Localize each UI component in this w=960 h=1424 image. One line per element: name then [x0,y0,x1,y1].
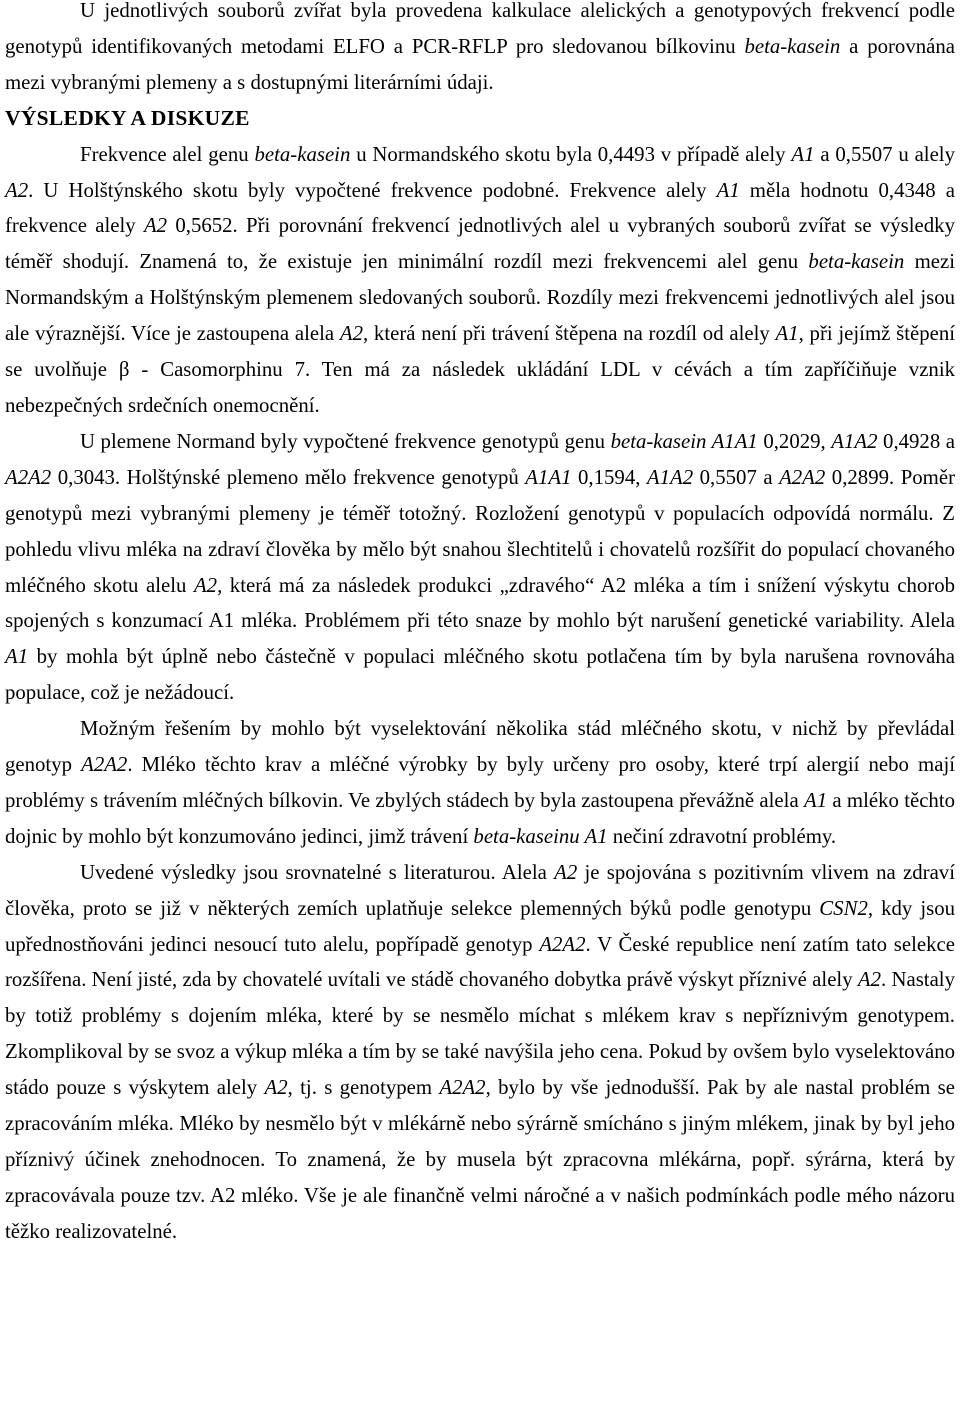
text-run: , při jejímž štěpení se uvolňuje β - Casomorphinu 7. Ten má za následek ukládání LDL v cévách a tím zapříčiňuje vznik nebezpečných srdečních onemocnění. [5,322,956,417]
text-run: , která má za následek produkci „zdravého“ A2 mléka a tím i snížení výskytu chorob spojených s konzumací A1 mléka. Problémem při této snaze by mohlo být narušení genetické variability. Alela [5,573,955,633]
italic-term: A2A2 [539,932,586,956]
text-run: 0,1594, [571,465,647,489]
text-run: . U Holštýnského skotu byly vypočtené frekvence podobné. Frekvence alely [28,178,717,202]
italic-term: A1 [5,645,29,669]
italic-term: beta-kasein [254,142,351,166]
text-run: U jednotlivých souborů zvířat byla provedena kalkulace alelických a genotypových frekvencí podle genotypů identifikovaných metodami ELFO a PCR-RFLP pro sledovanou bílkovinu [5,0,955,58]
italic-term: beta-kasein [808,250,905,274]
italic-term: A2A2 [5,465,52,489]
italic-term: beta-kasein [744,34,841,58]
italic-term: A1A1 [525,465,572,489]
text-run: Uvedené výsledky jsou srovnatelné s literaturou. Alela [80,860,555,884]
italic-term: A2 [554,860,578,884]
text-run: je spojována s pozitivním vlivem na zdraví člověka, proto se již v některých zemích uplatňuje selekce plemenných býků podle genotypu [5,860,955,920]
paragraph-selection-solution [5,711,955,855]
italic-term: CSN2 [819,896,868,920]
text-run: 0,2029, [757,429,832,453]
italic-term: beta-kasein A1A1 [610,429,758,453]
paragraph-literature-comparison [5,855,955,1250]
italic-term: beta-kaseinu A1 [473,824,608,848]
text-run: u Normandského skotu byla 0,4493 v případě alely [350,142,792,166]
text-run: , která není při trávení štěpena na rozdíl od alely [362,322,776,346]
italic-term: A1A2 [646,465,694,489]
text-run: U plemene Normand byly vypočtené frekvence genotypů genu [80,429,611,453]
text-run: , tj. s genotypem [287,1076,440,1100]
italic-term: A2 [143,214,168,238]
text-run: nečiní zdravotní problémy. [607,824,837,848]
text-run: 0,4928 a [877,429,956,453]
text-run: Možným řešením by mohlo být vyselektování několika stád mléčného skotu, v nichž by převládal genotyp [5,717,955,777]
section-heading: VÝSLEDKY A DISKUZE [5,105,250,130]
italic-term: A2 [193,573,218,597]
text-run: 0,5507 a [693,465,780,489]
italic-term: A2 [264,1076,288,1100]
italic-term: A2A2 [81,753,128,777]
text-run: mezi Normandským a Holštýnským plemenem sledovaných souborů. Rozdíly mezi frekvencemi jednotlivých alel jsou ale výraznější. Více je zastoupena alela [5,250,955,346]
text-run: a mléko těchto dojnic by mohlo být konzumováno jedinci, jimž trávení [5,788,956,848]
italic-term: A2 [5,178,29,202]
text-run: a 0,5507 u alely [814,142,955,166]
paragraph-allele-frequencies [5,137,955,424]
text-run: by mohla být úplně nebo částečně v populaci mléčného skotu potlačena tím by byla narušena rovnováha populace, což je nežádoucí. [5,645,955,705]
text-run: 0,5652. Při porovnání frekvencí jednotlivých alel u vybraných souborů zvířat se výsledky téměř shodují. Znamená to, že existuje jen minimální rozdíl mezi frekvencemi alel genu [5,214,955,274]
italic-term: A1A2 [831,429,878,453]
text-run: měla hodnotu 0,4348 a frekvence alely [5,178,955,238]
italic-term: A1 [716,178,740,202]
italic-term: A1 [791,142,815,166]
text-run: 0,2899. Poměr genotypů mezi vybranými plemeny je téměř totožný. Rozložení genotypů v populacích odpovídá normálu. Z pohledu vlivu mléka na zdraví člověka by mělo být snahou šlechtitelů i chovatelů rozšířit do populací chovaného mléčného skotu alelu [5,465,955,597]
text-run: . Mléko těchto krav a mléčné výrobky by byly určeny pro osoby, které trpí alergií nebo mají problémy s trávením mléčných bílkovin. Ve zbylých stádech by byla zastoupena převážně alela [5,753,955,812]
italic-term: A1 [803,788,828,812]
italic-term: A1 [775,322,799,346]
text-run: , bylo by vše jednodušší. Pak by ale nastal problém se zpracováním mléka. Mléko by nesmělo být v mlékárně nebo sýrárně smícháno s jiným mlékem, jinak by byl jeho příznivý účinek znehodnocen. To znamená, že by musela být zpracovna mlékárna, popř. sýrárna, která by zpracovávala pouze tzv. A2 mléko. Vše je ale finančně velmi náročné a v našich podmínkách podle mého názoru těžko realizovatelné. [5,1076,955,1243]
italic-term: A2A2 [439,1076,486,1100]
paragraph-genotype-frequencies [5,424,955,711]
text-run: . V České republice není zatím tato selekce rozšířena. Není jisté, zda by chovatelé uvítali ve stádě chovaného dobytka právě výskyt příznivé alely [5,932,956,992]
text-run: , kdy jsou upřednostňováni jedinci nesoucí tuto alelu, popřípadě genotyp [5,896,955,956]
italic-term: A2 [857,968,881,992]
italic-term: A2 [339,322,363,346]
paragraph-intro [5,0,955,101]
text-run: . Nastaly by totiž problémy s dojením mléka, které by se nesmělo míchat s mlékem krav s nepříznivým genotypem. Zkomplikoval by se svoz a výkup mléka a tím by se také navýšila jeho cena. Pokud by ovšem bylo vyselektováno stádo pouze s výskytem alely [5,968,955,1100]
italic-term: A2A2 [779,465,826,489]
text-run: 0,3043. Holštýnské plemeno mělo frekvence genotypů [51,465,526,489]
text-run: a porovnána mezi vybranými plemeny a s dostupnými literárními údaji. [5,34,955,94]
text-run: Frekvence alel genu [80,142,255,166]
